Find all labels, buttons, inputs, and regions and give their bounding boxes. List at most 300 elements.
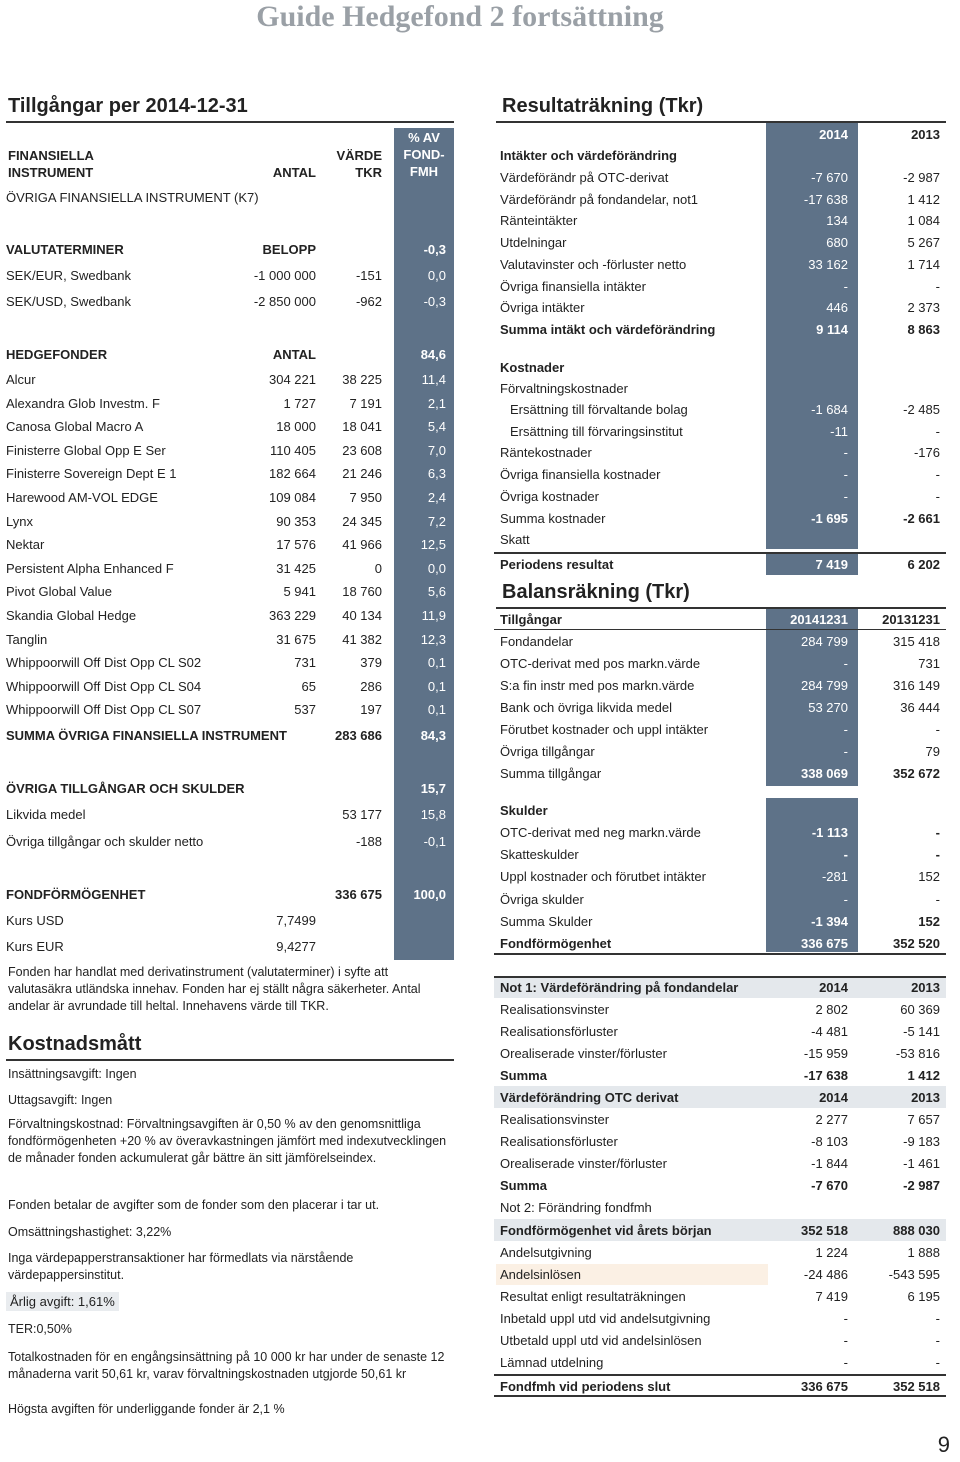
table-row <box>0 629 454 651</box>
hedgefonder-pct: 84,6 <box>420 347 446 362</box>
col-header-instrument: FINANSIELLA INSTRUMENT <box>8 148 94 180</box>
row-pct: 0,1 <box>427 702 446 718</box>
row-v1: - <box>843 488 848 504</box>
row-v1: - <box>843 1311 848 1326</box>
row-v2: -543 595 <box>888 1267 940 1282</box>
row-label: Realisationsvinster <box>500 1112 610 1127</box>
row-varde: 38 225 <box>342 372 382 387</box>
row-label: S:a fin instr med pos markn.värde <box>500 678 695 693</box>
summa-varde: 283 686 <box>335 728 382 743</box>
row-pct: 0,1 <box>427 655 446 671</box>
row-varde: 286 <box>360 678 382 694</box>
row-name: SEK/USD, Swedbank <box>6 294 132 309</box>
kurs-row <box>0 936 454 958</box>
table-row <box>494 1352 946 1373</box>
row-v1: 9 114 <box>816 322 848 337</box>
ovriga-tillgangar-header: ÖVRIGA TILLGÅNGAR OCH SKULDER <box>6 781 245 796</box>
not1-summa-row <box>494 1065 946 1086</box>
row-label: Realisationsförluster <box>500 1134 618 1149</box>
valuta-header-row <box>0 239 454 261</box>
row-v1: -15 959 <box>803 1046 848 1061</box>
row-v1: -4 481 <box>811 1024 848 1039</box>
row-pct: 2,1 <box>427 395 446 411</box>
row-label: Andelsinlösen <box>500 1267 581 1282</box>
table-row <box>494 822 946 843</box>
periodens-resultat-row <box>494 552 946 575</box>
row-v2: 1 084 <box>907 213 940 229</box>
row-v2: 6 202 <box>907 557 940 572</box>
table-row <box>494 631 946 652</box>
row-v2: -2 661 <box>903 511 940 526</box>
row-antal: -2 850 000 <box>253 294 316 309</box>
table-row <box>494 866 946 887</box>
row-v1: 7 419 <box>815 557 848 572</box>
table-row <box>494 1308 946 1329</box>
table-row <box>494 719 946 740</box>
table-row <box>494 1043 946 1064</box>
kurs-name: Kurs USD <box>6 913 64 928</box>
row-v2: 152 <box>918 913 940 929</box>
row-v1: 2 802 <box>815 1002 848 1017</box>
arlig-box <box>6 1292 119 1311</box>
row-v1: 2 277 <box>815 1112 848 1127</box>
table-row <box>0 581 454 603</box>
row-v2: 152 <box>918 869 940 885</box>
table-row <box>494 1286 946 1307</box>
row-label: Andelsutgivning <box>500 1245 592 1260</box>
row-antal: 17 576 <box>276 537 316 553</box>
row-v2: 8 863 <box>907 322 940 337</box>
row-pct: 7,2 <box>427 513 446 529</box>
col-header-pct: % AV FOND-FMH <box>403 130 445 179</box>
row-v1: 284 799 <box>801 634 848 649</box>
title-rule <box>6 121 454 123</box>
row-v1: - <box>843 656 848 671</box>
table-row <box>0 511 454 533</box>
row-label: Värdeförändring OTC derivat <box>500 1090 679 1105</box>
table-row <box>0 393 454 415</box>
row-label: Förutbet kostnader och uppl intäkter <box>500 722 709 737</box>
row-v1: 134 <box>826 213 848 229</box>
row-v2: 79 <box>925 744 940 759</box>
summa-intakt-row <box>494 319 946 340</box>
row-antal: 18 000 <box>276 419 316 435</box>
row-v2: - <box>935 423 940 439</box>
ter-text: TER:0,50% <box>8 1322 72 1336</box>
table-row <box>494 464 946 485</box>
row-v1: 7 419 <box>815 1289 848 1304</box>
ovriga-tillgangar-pct: 15,7 <box>420 781 446 796</box>
resultat-rule <box>496 121 946 123</box>
row-antal: 109 084 <box>269 490 316 505</box>
row-v1: - <box>843 1355 848 1370</box>
row-v2: -53 816 <box>895 1046 940 1061</box>
table-row <box>494 675 946 696</box>
table-row <box>494 254 946 275</box>
year-1: 2014 <box>819 127 848 142</box>
row-name: Whippoorwill Off Dist Opp CL S07 <box>6 702 202 718</box>
row-v2: 5 267 <box>907 235 940 251</box>
table-row <box>0 440 454 462</box>
row-v1: -24 486 <box>803 1267 848 1282</box>
row-varde: 7 191 <box>349 395 382 411</box>
not2-title-row <box>494 1197 946 1218</box>
valuta-header: VALUTATERMINER <box>6 242 124 257</box>
row-v1: -1 684 <box>811 402 848 417</box>
row-varde: -962 <box>355 294 382 309</box>
row-antal: 31 425 <box>276 560 316 576</box>
summa-kostnader-row <box>494 508 946 529</box>
row-antal: -1 000 000 <box>253 268 316 283</box>
row-v2: - <box>935 1355 940 1370</box>
row-label: Summa <box>500 1068 547 1083</box>
row-label: Övriga skulder <box>500 891 584 907</box>
row-antal: 90 353 <box>276 513 316 529</box>
ovriga-tillgangar-header-row <box>0 778 454 800</box>
row-antal: 731 <box>294 655 316 671</box>
row-pct: 7,0 <box>427 442 446 458</box>
holdings-footnote: Fonden har handlat med derivatinstrument (valutaterminer) i syfte att valutasäkra utländska innehav. Fonden har ej ställt några säkerheter. Antal andelar är avrundade till heltal. Innehavens värde till TKR. <box>8 965 421 1013</box>
not1-header-row <box>494 977 946 998</box>
row-label: Orealiserade vinster/förluster <box>500 1156 667 1171</box>
table-row <box>494 1131 946 1152</box>
row-antal: 31 675 <box>276 631 316 647</box>
row-label: Orealiserade vinster/förluster <box>500 1046 667 1061</box>
row-label: Ersättning till förvaringsinstitut <box>510 423 683 439</box>
row-label: Övriga intäkter <box>500 300 585 316</box>
row-v1: - <box>843 1333 848 1348</box>
row-pct: 6,3 <box>427 466 446 482</box>
table-row <box>0 291 454 313</box>
row-varde: 24 345 <box>342 513 382 529</box>
row-label: Tillgångar <box>500 612 562 627</box>
table-row <box>494 442 946 463</box>
row-name: Whippoorwill Off Dist Opp CL S02 <box>6 655 202 671</box>
table-row <box>494 1242 946 1263</box>
hedgefonder-header-row <box>0 344 454 366</box>
row-v2: - <box>935 722 940 737</box>
row-v2: 315 418 <box>893 634 940 649</box>
row-v1: -7 670 <box>811 170 848 185</box>
row-label: Periodens resultat <box>500 557 614 572</box>
resultat-title: Resultaträkning (Tkr) <box>502 95 704 117</box>
row-v2: 1 412 <box>907 191 940 207</box>
row-v2: -2 987 <box>903 1178 940 1193</box>
skatt-row <box>494 529 946 550</box>
row-v2: 1 412 <box>907 1068 940 1083</box>
row-v2: 731 <box>918 656 940 671</box>
table-row <box>0 265 454 287</box>
table-row <box>494 1021 946 1042</box>
row-label: Ränteintäkter <box>500 213 578 229</box>
table-row <box>494 741 946 762</box>
table-row <box>494 1109 946 1130</box>
row-v1: -8 103 <box>811 1134 848 1149</box>
row-v1: 1 224 <box>815 1245 848 1260</box>
row-v2: - <box>935 278 940 294</box>
otc-header-row <box>494 1087 946 1108</box>
row-v1: 338 069 <box>801 766 848 781</box>
hogsta-text: Högsta avgiften för underliggande fonder är 2,1 % <box>8 1402 285 1416</box>
row-v1: - <box>843 467 848 483</box>
row-v1: 336 675 <box>801 936 848 951</box>
row-antal: 5 941 <box>283 584 316 600</box>
table-row <box>494 210 946 231</box>
table-row <box>494 232 946 253</box>
row-varde: -151 <box>355 268 382 283</box>
table-row <box>494 399 946 420</box>
row-v1: -1 394 <box>811 913 848 929</box>
ovriga-label: ÖVRIGA FINANSIELLA INSTRUMENT (K7) <box>6 190 259 205</box>
forvaltningskostnader-label: Förvaltningskostnader <box>500 381 628 396</box>
fondformogenhet-row <box>0 884 454 906</box>
row-name: Canosa Global Macro A <box>6 419 144 435</box>
row-pct: 0,0 <box>427 560 446 576</box>
row-v2: 2 373 <box>907 300 940 316</box>
row-pct: -0,3 <box>423 294 446 309</box>
valuta-pct: -0,3 <box>423 242 446 257</box>
row-pct: -0,1 <box>423 834 446 849</box>
row-name: Finisterre Global Opp E Ser <box>6 442 166 458</box>
kurs-name: Kurs EUR <box>6 939 64 954</box>
row-v2: -1 461 <box>903 1156 940 1171</box>
row-v1: -1 844 <box>811 1156 848 1171</box>
row-v2: 2013 <box>911 980 940 995</box>
row-pct: 0,0 <box>427 268 446 283</box>
row-pct: 15,8 <box>420 807 446 822</box>
row-v1: 446 <box>826 300 848 316</box>
page-title: Guide Hedgefond 2 fortsättning <box>256 0 664 33</box>
table-row <box>0 463 454 485</box>
row-pct: 2,4 <box>427 490 446 505</box>
kurs-value: 7,7499 <box>276 913 316 928</box>
row-label: Summa intäkt och värdeförändring <box>500 322 716 337</box>
not2-title: Not 2: Förändring fondfmh <box>500 1200 652 1215</box>
row-name: Nektar <box>6 537 45 553</box>
row-name: Övriga tillgångar och skulder netto <box>6 834 204 849</box>
row-name: Pivot Global Value <box>6 584 112 600</box>
col-header-antal: ANTAL <box>272 165 316 180</box>
row-v1: 352 518 <box>801 1223 848 1238</box>
year-header-row <box>494 124 946 145</box>
not2-header-row <box>494 1220 946 1241</box>
row-antal: 110 405 <box>269 442 316 458</box>
hedgefonder-header: HEDGEFONDER <box>6 347 108 362</box>
omsattning-text: Omsättningshastighet: 3,22% <box>8 1225 172 1239</box>
row-v2: -2 485 <box>903 402 940 417</box>
fondformogenhet-label: FONDFÖRMÖGENHET <box>6 887 146 902</box>
row-varde: 0 <box>374 560 382 576</box>
row-v1: 2014 <box>819 1090 848 1105</box>
table-row <box>0 699 454 721</box>
row-pct: 11,9 <box>421 608 446 623</box>
table-row <box>494 189 946 210</box>
row-antal: 182 664 <box>269 466 316 482</box>
table-row <box>0 487 454 509</box>
row-v1: - <box>843 722 848 737</box>
row-label: Fondförmögenhet vid årets början <box>500 1223 712 1238</box>
valuta-antal-header: BELOPP <box>262 242 316 257</box>
row-antal: 363 229 <box>269 608 316 623</box>
row-v2: 2013 <box>911 1090 940 1105</box>
row-v1: -11 <box>830 423 848 439</box>
row-v2: -9 183 <box>903 1134 940 1149</box>
row-v1: -1 113 <box>811 825 848 840</box>
kostnader-header-row <box>494 357 946 378</box>
row-v2: 20131231 <box>882 612 940 627</box>
arlig-text: Årlig avgift: 1,61% <box>10 1294 115 1309</box>
row-varde: 41 382 <box>342 631 382 647</box>
row-name: Skandia Global Hedge <box>6 608 137 623</box>
row-varde: -188 <box>355 834 382 849</box>
row-v2: 60 369 <box>900 1002 940 1017</box>
row-label: Valutavinster och -förluster netto <box>500 256 687 272</box>
row-label: Resultat enligt resultaträkningen <box>500 1289 686 1304</box>
row-varde: 23 608 <box>342 442 382 458</box>
row-v1: - <box>843 445 848 461</box>
row-v1: 20141231 <box>790 612 848 627</box>
row-v2: 36 444 <box>900 700 940 715</box>
row-label: Summa <box>500 1178 547 1193</box>
table-row <box>0 534 454 556</box>
year-2: 2013 <box>911 127 940 142</box>
row-v1: -1 695 <box>811 511 848 526</box>
table-row <box>494 486 946 507</box>
totalkostnad-text: Totalkostnaden för en engångsinsättning på 10 000 kr har under de senaste 12 månaderna varit 50,61 kr, varav förvaltningskostnaden utgjorde 50,61 kr <box>8 1350 445 1381</box>
row-name: Harewood AM-VOL EDGE <box>6 490 158 505</box>
row-pct: 12,5 <box>420 537 446 553</box>
row-label: Utbetald uppl utd vid andelsinlösen <box>500 1333 702 1348</box>
row-label: Inbetald uppl utd vid andelsutgivning <box>500 1311 711 1326</box>
row-v2: - <box>935 825 940 840</box>
row-label: Fondandelar <box>500 634 573 649</box>
row-name: Alcur <box>6 372 36 387</box>
balans-fondformogenhet-row <box>494 933 946 955</box>
row-antal: 65 <box>301 678 316 694</box>
summa-row <box>0 725 454 747</box>
row-pct: 12,3 <box>420 631 446 647</box>
row-v1: - <box>843 891 848 907</box>
row-pct: 5,4 <box>427 419 446 435</box>
row-v2: 888 030 <box>893 1223 940 1238</box>
row-label: Fondfmh vid periodens slut <box>500 1379 671 1394</box>
table-row <box>0 676 454 698</box>
row-varde: 18 760 <box>342 584 382 600</box>
row-label: Ersättning till förvaltande bolag <box>510 402 688 417</box>
uttag-text: Uttagsavgift: Ingen <box>8 1093 113 1107</box>
row-varde: 7 950 <box>349 490 382 505</box>
table-row <box>0 416 454 438</box>
not2-slut-row <box>494 1374 946 1397</box>
table-row <box>494 1153 946 1174</box>
table-row <box>494 653 946 674</box>
otc-summa-row <box>494 1175 946 1196</box>
row-v1: 53 270 <box>808 700 848 715</box>
table-row <box>494 763 946 784</box>
row-antal: 537 <box>294 702 316 718</box>
row-label: Övriga finansiella kostnader <box>500 467 661 483</box>
row-v2: - <box>935 891 940 907</box>
kostnader-header: Kostnader <box>500 360 565 375</box>
row-v1: - <box>843 278 848 294</box>
row-label: Övriga tillgångar <box>500 744 595 759</box>
row-v1: -281 <box>821 869 848 885</box>
row-v2: -176 <box>913 445 940 461</box>
row-v2: - <box>935 467 940 483</box>
row-v2: 352 518 <box>893 1379 940 1394</box>
row-name: Lynx <box>6 513 33 529</box>
row-v1: 680 <box>826 235 848 251</box>
row-v2: - <box>935 847 940 863</box>
row-v1: - <box>843 744 848 759</box>
row-label: Värdeförändr på fondandelar, not1 <box>500 191 699 207</box>
row-label: Räntekostnader <box>500 445 592 461</box>
table-row <box>0 831 454 853</box>
row-varde: 41 966 <box>342 537 382 553</box>
row-v1: 284 799 <box>801 678 848 693</box>
row-v2: 6 195 <box>907 1289 940 1304</box>
row-label: Värdeförändr på OTC-derivat <box>500 170 669 185</box>
row-v2: -2 987 <box>903 170 940 185</box>
row-v2: - <box>935 1333 940 1348</box>
row-pct: 0,1 <box>427 678 446 694</box>
row-varde: 53 177 <box>342 807 382 822</box>
row-label: Summa kostnader <box>500 511 606 526</box>
row-label: Realisationsförluster <box>500 1024 618 1039</box>
row-v1: 2014 <box>819 980 848 995</box>
row-label: OTC-derivat med neg markn.värde <box>500 825 701 840</box>
balans-title: Balansräkning (Tkr) <box>502 581 690 603</box>
row-varde: 21 246 <box>342 466 382 482</box>
row-label: Skatteskulder <box>500 847 579 863</box>
row-v2: 352 672 <box>893 766 940 781</box>
row-label: Fondförmögenhet <box>500 936 612 951</box>
table-row <box>494 999 946 1020</box>
row-name: SEK/EUR, Swedbank <box>6 268 132 283</box>
row-label: Summa tillgångar <box>500 766 602 781</box>
row-v2: 1 888 <box>907 1245 940 1260</box>
table-row <box>494 276 946 297</box>
row-label: Realisationsvinster <box>500 1002 610 1017</box>
fondformogenhet-varde: 336 675 <box>335 887 382 902</box>
skulder-header-row <box>494 800 946 821</box>
row-label: OTC-derivat med pos markn.värde <box>500 656 701 671</box>
table-row <box>0 369 454 391</box>
ovriga-label-row <box>0 187 454 209</box>
row-v2: - <box>935 1311 940 1326</box>
balans-header-row <box>494 609 946 630</box>
row-name: Alexandra Glob Investm. F <box>6 395 160 411</box>
skulder-header: Skulder <box>500 803 548 818</box>
row-v1: 33 162 <box>808 256 848 272</box>
table-row <box>0 804 454 826</box>
hedgefonder-antal-header: ANTAL <box>272 347 316 362</box>
summa-pct: 84,3 <box>420 728 446 743</box>
row-v1: 336 675 <box>801 1379 848 1394</box>
kostnadsmatt-rule <box>6 1059 454 1061</box>
forvaltningskostnader-row <box>494 378 946 399</box>
table-row <box>494 1330 946 1351</box>
row-antal: 304 221 <box>269 372 316 387</box>
col-header-varde: VÄRDE TKR <box>336 148 382 180</box>
intakter-header-row <box>494 145 946 166</box>
holdings-title: Tillgångar per 2014-12-31 <box>8 95 248 117</box>
row-label: Utdelningar <box>500 235 567 251</box>
kurs-value: 9,4277 <box>276 939 316 954</box>
kostnadsmatt-title: Kostnadsmått <box>8 1033 142 1055</box>
row-label: Bank och övriga likvida medel <box>500 700 672 715</box>
row-label: Övriga finansiella intäkter <box>500 278 646 294</box>
